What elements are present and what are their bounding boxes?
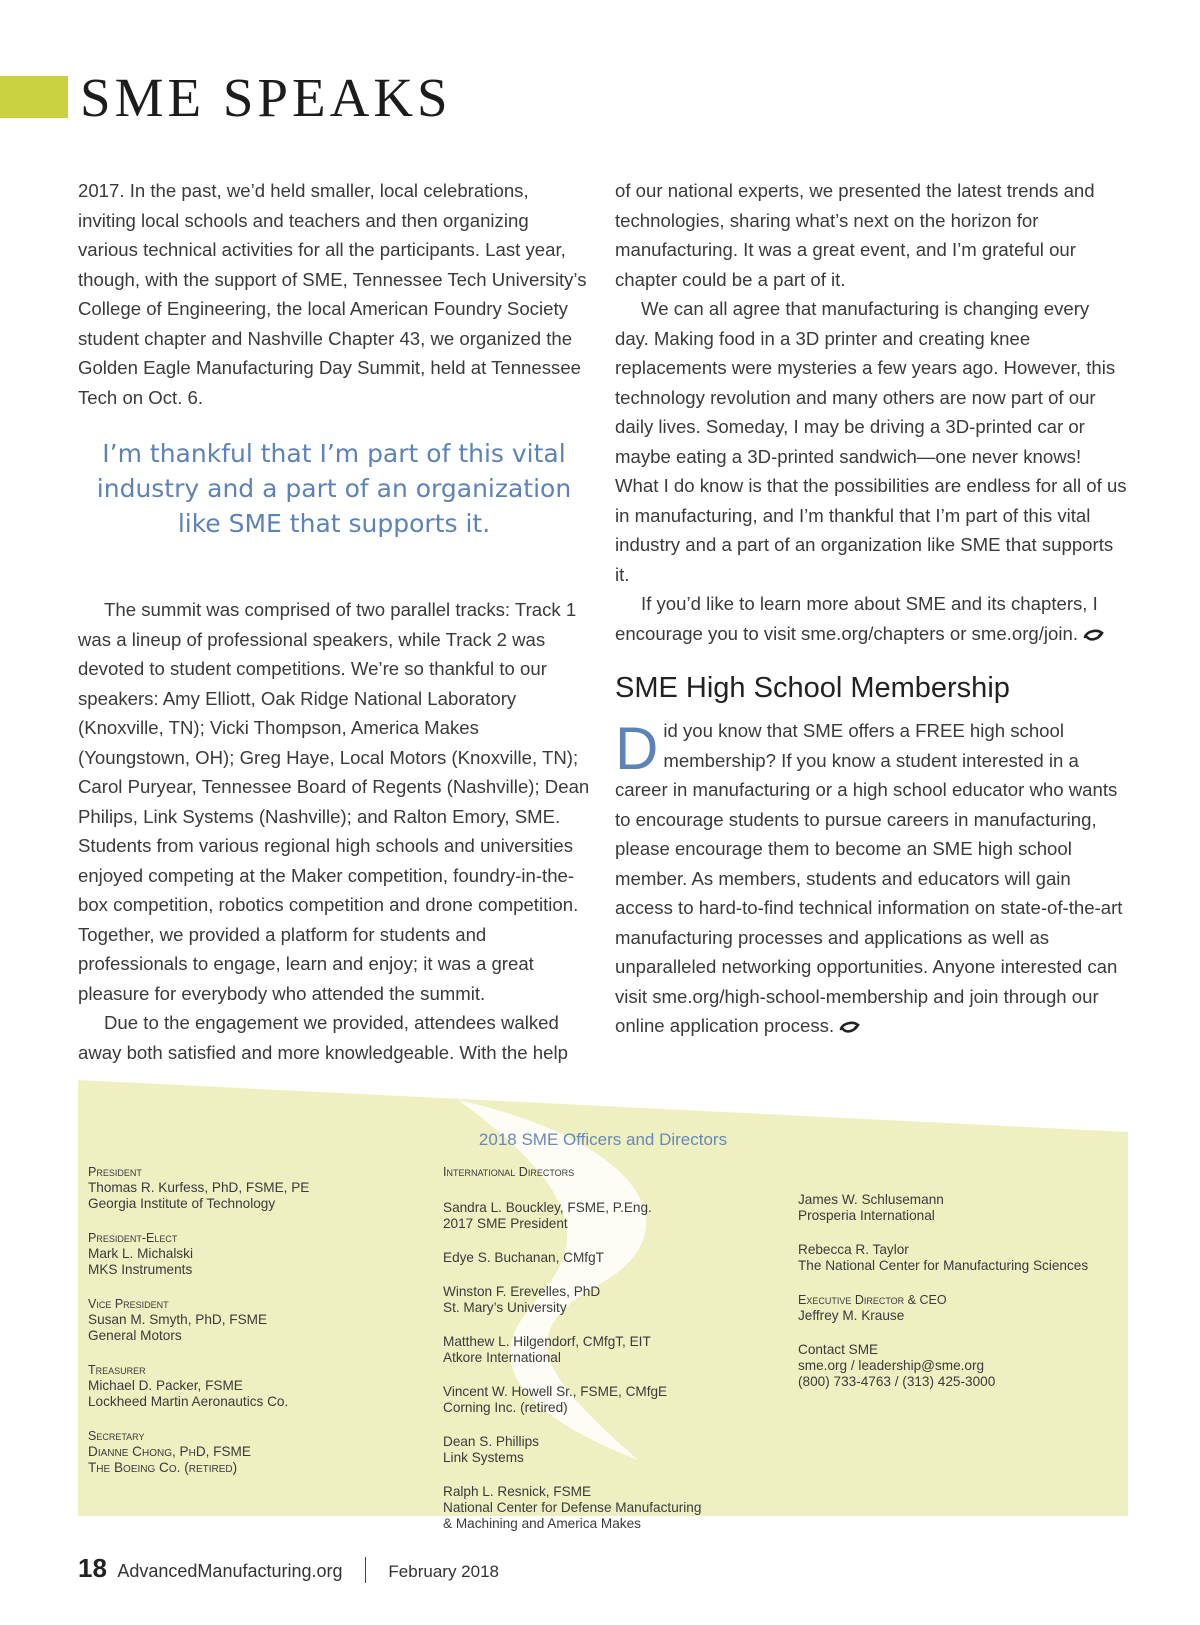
officer-name: Mark L. Michalski <box>88 1246 193 1261</box>
director-entry <box>443 1284 793 1316</box>
director-affiliation: Corning Inc. (retired) <box>443 1400 568 1415</box>
dropcap: D <box>615 715 659 782</box>
director-name: Sandra L. Bouckley, FSME, P.Eng. <box>443 1200 652 1215</box>
director-entry <box>443 1434 793 1466</box>
section-title: SME SPEAKS <box>80 67 452 128</box>
director-name: Dean S. Phillips <box>443 1434 539 1449</box>
director-name: Edye S. Buchanan, CMfgT <box>443 1250 604 1265</box>
end-mark-icon <box>839 1020 861 1034</box>
officer-entry <box>88 1296 428 1344</box>
director-entry <box>443 1200 793 1232</box>
director-affiliation: St. Mary’s University <box>443 1300 567 1315</box>
director-entry <box>798 1192 1118 1224</box>
officers-column-2 <box>443 1164 793 1550</box>
director-affiliation: & Machining and America Makes <box>443 1516 641 1531</box>
director-name: Rebecca R. Taylor <box>798 1242 909 1257</box>
pull-quote: I’m thankful that I’m part of this vital industry and a part of an organization like SME that supports it. <box>96 439 572 538</box>
executive-director-entry <box>798 1292 1118 1324</box>
right-column <box>615 176 1127 1041</box>
membership-paragraph <box>615 716 1127 1041</box>
officer-role: President <box>88 1165 142 1179</box>
page-number: 18 <box>78 1553 107 1583</box>
contact-phone: (800) 733-4763 / (313) 425-3000 <box>798 1374 996 1389</box>
director-name: Vincent W. Howell Sr., FSME, CMfgE <box>443 1384 668 1399</box>
officer-entry <box>88 1230 428 1278</box>
director-entry <box>443 1250 793 1266</box>
director-affiliation: 2017 SME President <box>443 1216 568 1231</box>
director-affiliation: National Center for Defense Manufacturing <box>443 1500 702 1515</box>
left-paragraph-1: 2017. In the past, we’d held smaller, local celebrations, inviting local schools and teachers and then organizing various technical activities for all the participants. Last year, though, with the support of SME, Tennessee Tech University’s College of Engineering, the local American Foundry Society student chapter and Nashville Chapter 43, we organized the Golden Eagle Manufacturing Day Summit, held at Tennessee Tech on Oct. 6. <box>78 180 587 408</box>
officer-name: Thomas R. Kurfess, PhD, FSME, PE <box>88 1180 310 1195</box>
director-name: Winston F. Erevelles, PhD <box>443 1284 601 1299</box>
director-affiliation: Link Systems <box>443 1450 524 1465</box>
officer-role: President-Elect <box>88 1231 178 1245</box>
left-column <box>78 176 590 1067</box>
right-paragraph-3-text: If you’d like to learn more about SME and its chapters, I encourage you to visit sme.org/chapters or sme.org/join. <box>615 593 1098 644</box>
right-paragraph-2: We can all agree that manufacturing is changing every day. Making food in a 3D printer and creating knee replacements were mysteries a few years ago. However, this technology revolution and many others are now part of our daily lives. Someday, I may be driving a 3D-printed car or maybe eating a 3D-printed sandwich—one never knows! What I do know is that the possibilities are endless for all of us in manufacturing, and I’m thankful that I’m part of this vital industry and a part of an organization like SME that supports it. <box>615 298 1127 585</box>
director-entry <box>443 1384 793 1416</box>
left-paragraph-2: The summit was comprised of two parallel tracks: Track 1 was a lineup of professional speakers, while Track 2 was devoted to student competitions. We’re so thankful to our speakers: Amy Elliott, Oak Ridge National Laboratory (Knoxville, TN); Vicki Thompson, America Makes (Youngstown, OH); Greg Haye, Local Motors (Knoxville, TN); Carol Puryear, Tennessee Board of Regents (Nashville); Dean Philips, Link Systems (Nashville); and Ralton Emory, SME. Students from various regional high schools and universities enjoyed competing at the Maker competition, foundry-in-the-box competition, robotics competition and drone competition. Together, we provided a platform for students and professionals to engage, learn and enjoy; it was a great pleasure for everybody who attended the summit. <box>78 599 590 1004</box>
page-footer <box>78 1553 499 1584</box>
footer-site: AdvancedManufacturing.org <box>117 1561 343 1581</box>
officer-entry <box>88 1164 428 1212</box>
officer-name: Jeffrey M. Krause <box>798 1308 905 1323</box>
contact-web-email: sme.org / leadership@sme.org <box>798 1358 985 1373</box>
officer-affiliation: The Boeing Co. (retired) <box>88 1460 238 1475</box>
director-affiliation: The National Center for Manufacturing Sciences <box>798 1258 1089 1273</box>
officer-affiliation: Lockheed Martin Aeronautics Co. <box>88 1394 289 1409</box>
director-entry <box>443 1334 793 1366</box>
officer-role: Vice President <box>88 1297 169 1311</box>
director-affiliation: Atkore International <box>443 1350 561 1365</box>
director-affiliation: Prosperia International <box>798 1208 935 1223</box>
high-school-membership-heading: SME High School Membership <box>615 672 1010 704</box>
officer-name: Dianne Chong, PhD, FSME <box>88 1444 251 1459</box>
officer-affiliation: Georgia Institute of Technology <box>88 1196 276 1211</box>
director-name: Ralph L. Resnick, FSME <box>443 1484 592 1499</box>
officer-entry <box>88 1428 428 1476</box>
membership-paragraph-text: id you know that SME offers a FREE high school membership? If you know a student interested in a career in manufacturing or a high school educator who wants to encourage students to pursue careers in manufacturing, please encourage them to become an SME high school member. As members, students and educators will gain access to hard-to-find technical information on state-of-the-art manufacturing processes and applications as well as unparalleled networking opportunities. Anyone interested can visit sme.org/high-school-membership and join through our online application process. <box>615 720 1123 1036</box>
international-directors-heading: International Directors <box>443 1165 575 1179</box>
footer-divider <box>365 1557 366 1583</box>
director-entry <box>443 1484 793 1532</box>
right-paragraph-3 <box>615 589 1127 648</box>
officer-role: Secretary <box>88 1429 145 1443</box>
officers-directors-box <box>78 1080 1128 1531</box>
officers-title: 2018 SME Officers and Directors <box>478 1130 728 1149</box>
officers-column-1 <box>88 1164 428 1494</box>
right-paragraph-1: of our national experts, we presented the latest trends and technologies, sharing what’s next on the horizon for manufacturing. It was a great event, and I’m grateful our chapter could be a part of it. <box>615 180 1095 290</box>
director-name: Matthew L. Hilgendorf, CMfgT, EIT <box>443 1334 651 1349</box>
end-mark-icon <box>1083 628 1105 642</box>
officer-name: Michael D. Packer, FSME <box>88 1378 243 1393</box>
officer-role: Executive Director & CEO <box>798 1293 947 1307</box>
left-paragraph-3: Due to the engagement we provided, attendees walked away both satisfied and more knowledgeable. With the help <box>78 1012 568 1063</box>
officer-entry <box>88 1362 428 1410</box>
director-name: James W. Schlusemann <box>798 1192 944 1207</box>
officers-column-3 <box>798 1164 1118 1408</box>
officer-name: Susan M. Smyth, PhD, FSME <box>88 1312 268 1327</box>
section-color-bar <box>0 76 68 118</box>
contact-entry <box>798 1342 1118 1390</box>
officer-role: Treasurer <box>88 1363 146 1377</box>
officer-affiliation: General Motors <box>88 1328 182 1343</box>
footer-date: February 2018 <box>388 1562 499 1581</box>
officer-affiliation: MKS Instruments <box>88 1262 193 1277</box>
contact-heading: Contact SME <box>798 1342 879 1357</box>
director-entry <box>798 1242 1118 1274</box>
